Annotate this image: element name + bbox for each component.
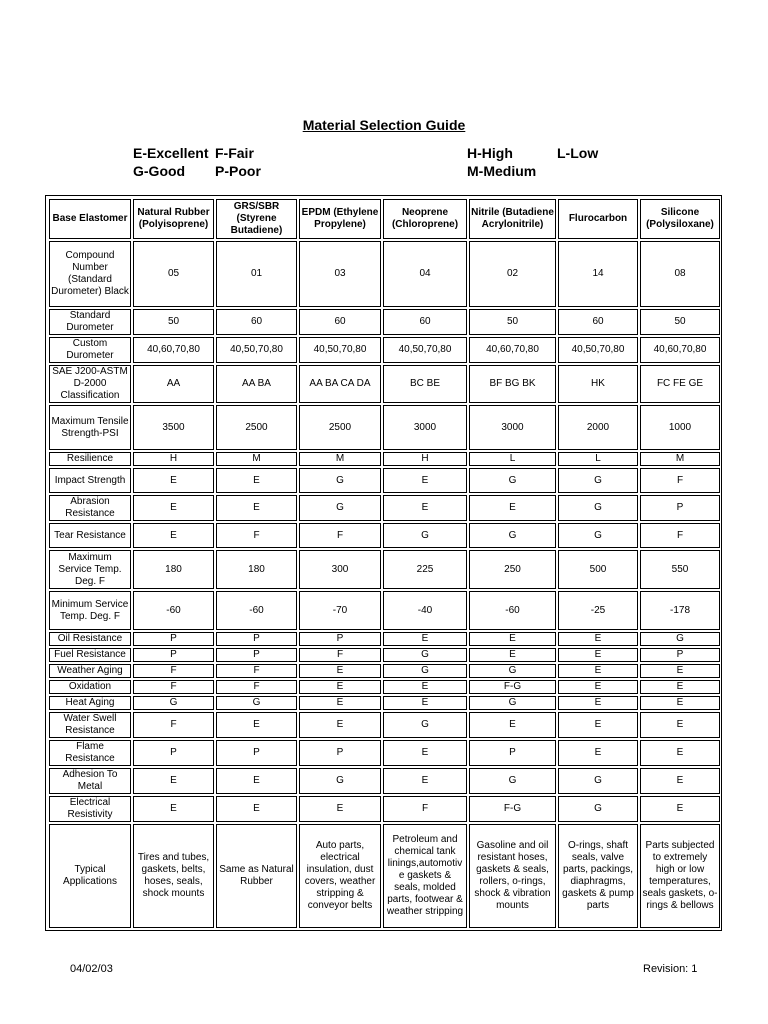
- table-cell: E: [133, 468, 214, 493]
- table-cell: 40,60,70,80: [469, 337, 556, 363]
- table-cell: Petroleum and chemical tank linings,automotive gaskets & seals, molded parts, footwear & weather stripping: [383, 824, 467, 928]
- table-cell: HK: [558, 365, 638, 403]
- row-label: Weather Aging: [49, 664, 131, 678]
- legend-poor: P-Poor: [215, 163, 261, 179]
- table-cell: H: [383, 452, 467, 466]
- table-cell: 40,50,70,80: [216, 337, 297, 363]
- row-label: Maximum Tensile Strength-PSI: [49, 405, 131, 450]
- row-label: Typical Applications: [49, 824, 131, 928]
- table-cell: P: [216, 632, 297, 646]
- table-cell: P: [133, 632, 214, 646]
- table-cell: L: [469, 452, 556, 466]
- table-cell: E: [299, 696, 381, 710]
- table-cell: E: [640, 664, 720, 678]
- table-cell: H: [133, 452, 214, 466]
- table-cell: 180: [133, 550, 214, 589]
- table-cell: E: [383, 468, 467, 493]
- table-cell: E: [383, 680, 467, 694]
- table-cell: 14: [558, 241, 638, 307]
- table-cell: 03: [299, 241, 381, 307]
- table-cell: BC BE: [383, 365, 467, 403]
- table-cell: 02: [469, 241, 556, 307]
- table-cell: G: [558, 495, 638, 521]
- table-row: [49, 680, 720, 694]
- table-cell: 2000: [558, 405, 638, 450]
- table-row: [49, 241, 720, 307]
- table-cell: 08: [640, 241, 720, 307]
- footer-revision: Revision: 1: [643, 963, 698, 975]
- table-cell: F: [383, 796, 467, 822]
- table-cell: P: [216, 648, 297, 662]
- table-cell: G: [558, 768, 638, 794]
- table-cell: E: [216, 712, 297, 738]
- table-cell: E: [133, 495, 214, 521]
- table-row: [49, 696, 720, 710]
- table-cell: O-rings, shaft seals, valve parts, packings, diaphragms, gaskets & pump parts: [558, 824, 638, 928]
- table-cell: P: [299, 740, 381, 766]
- table-cell: E: [383, 495, 467, 521]
- table-cell: -40: [383, 591, 467, 630]
- table-cell: F: [640, 523, 720, 548]
- table-cell: E: [558, 664, 638, 678]
- table-cell: G: [469, 523, 556, 548]
- table-cell: -60: [216, 591, 297, 630]
- column-header-material: Nitrile (Butadiene Acrylonitrile): [469, 199, 556, 239]
- table-row: [49, 523, 720, 548]
- table-cell: G: [469, 768, 556, 794]
- table-cell: Same as Natural Rubber: [216, 824, 297, 928]
- page-title: Material Selection Guide: [302, 117, 466, 133]
- legend-good: G-Good: [133, 163, 186, 179]
- table-cell: 225: [383, 550, 467, 589]
- column-header-material: Natural Rubber (Polyisoprene): [133, 199, 214, 239]
- row-label: SAE J200-ASTM D-2000 Classification: [49, 365, 131, 403]
- table-cell: -178: [640, 591, 720, 630]
- column-header-material: EPDM (Ethylene Propylene): [299, 199, 381, 239]
- table-cell: G: [558, 468, 638, 493]
- table-cell: E: [133, 523, 214, 548]
- table-cell: 50: [640, 309, 720, 335]
- table-row: [49, 452, 720, 466]
- table-cell: E: [640, 696, 720, 710]
- table-cell: E: [558, 648, 638, 662]
- row-label: Flame Resistance: [49, 740, 131, 766]
- table-cell: E: [469, 712, 556, 738]
- table-cell: F: [133, 712, 214, 738]
- table-cell: -60: [133, 591, 214, 630]
- table-cell: G: [558, 523, 638, 548]
- table-cell: G: [299, 495, 381, 521]
- table-cell: E: [558, 632, 638, 646]
- table-cell: E: [216, 796, 297, 822]
- table-cell: P: [469, 740, 556, 766]
- table-row: [49, 712, 720, 738]
- row-label: Resilience: [49, 452, 131, 466]
- table-cell: G: [299, 468, 381, 493]
- row-label: Custom Durometer: [49, 337, 131, 363]
- table-row: [49, 796, 720, 822]
- table-cell: E: [558, 712, 638, 738]
- table-cell: 3000: [469, 405, 556, 450]
- row-label: Minimum Service Temp. Deg. F: [49, 591, 131, 630]
- table-cell: M: [216, 452, 297, 466]
- table-cell: AA BA: [216, 365, 297, 403]
- table-cell: -70: [299, 591, 381, 630]
- table-cell: F: [216, 664, 297, 678]
- row-label: Impact Strength: [49, 468, 131, 493]
- table-cell: 3500: [133, 405, 214, 450]
- table-cell: AA: [133, 365, 214, 403]
- table-cell: E: [640, 740, 720, 766]
- table-cell: E: [640, 796, 720, 822]
- table-cell: P: [133, 740, 214, 766]
- table-cell: 04: [383, 241, 467, 307]
- table-cell: F: [216, 523, 297, 548]
- table-cell: 40,50,70,80: [558, 337, 638, 363]
- table-cell: E: [640, 712, 720, 738]
- table-cell: F: [216, 680, 297, 694]
- legend-low: L-Low: [557, 145, 599, 161]
- table-cell: Parts subjected to extremely high or low temperatures, seals gaskets, o-rings & bellows: [640, 824, 720, 928]
- table-cell: E: [299, 712, 381, 738]
- legend-high: H-High: [467, 145, 513, 161]
- table-cell: G: [383, 648, 467, 662]
- table-cell: E: [469, 495, 556, 521]
- table-cell: E: [558, 740, 638, 766]
- column-header-material: GRS/SBR (Styrene Butadiene): [216, 199, 297, 239]
- table-cell: F: [299, 523, 381, 548]
- row-label: Adhesion To Metal: [49, 768, 131, 794]
- table-cell: P: [299, 632, 381, 646]
- table-cell: E: [469, 648, 556, 662]
- table-cell: E: [383, 632, 467, 646]
- table-cell: F: [640, 468, 720, 493]
- table-cell: F-G: [469, 796, 556, 822]
- table-cell: Tires and tubes, gaskets, belts, hoses, seals, shock mounts: [133, 824, 214, 928]
- table-cell: G: [299, 768, 381, 794]
- table-row: [49, 405, 720, 450]
- table-cell: FC FE GE: [640, 365, 720, 403]
- table-row: [49, 740, 720, 766]
- table-cell: 3000: [383, 405, 467, 450]
- table-cell: P: [216, 740, 297, 766]
- table-cell: E: [133, 768, 214, 794]
- table-cell: E: [383, 696, 467, 710]
- table-cell: 50: [469, 309, 556, 335]
- table-cell: G: [133, 696, 214, 710]
- table-row: [49, 591, 720, 630]
- table-cell: 40,60,70,80: [133, 337, 214, 363]
- table-cell: AA BA CA DA: [299, 365, 381, 403]
- table-cell: Auto parts, electrical insulation, dust covers, weather stripping & conveyor belts: [299, 824, 381, 928]
- table-cell: F: [133, 680, 214, 694]
- table-cell: E: [216, 768, 297, 794]
- table-cell: E: [216, 468, 297, 493]
- table-row: [49, 664, 720, 678]
- table-cell: G: [469, 664, 556, 678]
- table-header-row: [49, 199, 720, 239]
- table-cell: 60: [383, 309, 467, 335]
- column-header-material: Neoprene (Chloroprene): [383, 199, 467, 239]
- table-cell: 2500: [299, 405, 381, 450]
- legend-fair: F-Fair: [215, 145, 254, 161]
- table-row: [49, 365, 720, 403]
- table-cell: -60: [469, 591, 556, 630]
- material-table-frame: [45, 195, 722, 931]
- table-cell: 60: [558, 309, 638, 335]
- table-cell: G: [383, 712, 467, 738]
- table-row: [49, 309, 720, 335]
- table-cell: E: [216, 495, 297, 521]
- table-cell: G: [640, 632, 720, 646]
- table-row: [49, 648, 720, 662]
- table-cell: 50: [133, 309, 214, 335]
- table-cell: G: [558, 796, 638, 822]
- table-cell: 1000: [640, 405, 720, 450]
- row-label: Water Swell Resistance: [49, 712, 131, 738]
- table-row: [49, 632, 720, 646]
- table-cell: BF BG BK: [469, 365, 556, 403]
- table-cell: G: [216, 696, 297, 710]
- table-cell: E: [299, 796, 381, 822]
- table-cell: E: [469, 632, 556, 646]
- table-cell: P: [640, 495, 720, 521]
- table-cell: 60: [299, 309, 381, 335]
- table-cell: 40,50,70,80: [383, 337, 467, 363]
- table-row: [49, 337, 720, 363]
- table-cell: 40,50,70,80: [299, 337, 381, 363]
- row-label: Oxidation: [49, 680, 131, 694]
- table-row: [49, 768, 720, 794]
- table-cell: M: [299, 452, 381, 466]
- row-label: Electrical Resistivity: [49, 796, 131, 822]
- column-header-property: Base Elastomer: [49, 199, 131, 239]
- legend-medium: M-Medium: [467, 163, 537, 179]
- column-header-material: Flurocarbon: [558, 199, 638, 239]
- table-cell: 2500: [216, 405, 297, 450]
- row-label: Heat Aging: [49, 696, 131, 710]
- table-row: [49, 495, 720, 521]
- table-cell: 60: [216, 309, 297, 335]
- material-table: [47, 197, 722, 930]
- table-row: [49, 824, 720, 928]
- table-cell: E: [299, 664, 381, 678]
- table-cell: G: [383, 523, 467, 548]
- table-cell: P: [640, 648, 720, 662]
- row-label: Compound Number (Standard Durometer) Black: [49, 241, 131, 307]
- table-cell: G: [469, 468, 556, 493]
- table-cell: E: [383, 740, 467, 766]
- column-header-material: Silicone (Polysiloxane): [640, 199, 720, 239]
- table-cell: 250: [469, 550, 556, 589]
- table-cell: Gasoline and oil resistant hoses, gaskets & seals, rollers, o-rings, shock & vibration mounts: [469, 824, 556, 928]
- table-cell: G: [383, 664, 467, 678]
- row-label: Standard Durometer: [49, 309, 131, 335]
- table-cell: F-G: [469, 680, 556, 694]
- table-cell: 40,60,70,80: [640, 337, 720, 363]
- table-cell: F: [299, 648, 381, 662]
- table-cell: 05: [133, 241, 214, 307]
- table-cell: 300: [299, 550, 381, 589]
- row-label: Abrasion Resistance: [49, 495, 131, 521]
- table-cell: E: [558, 680, 638, 694]
- table-cell: -25: [558, 591, 638, 630]
- table-cell: M: [640, 452, 720, 466]
- table-cell: E: [133, 796, 214, 822]
- table-cell: 180: [216, 550, 297, 589]
- table-cell: F: [133, 664, 214, 678]
- table-cell: E: [299, 680, 381, 694]
- row-label: Tear Resistance: [49, 523, 131, 548]
- table-cell: 500: [558, 550, 638, 589]
- table-cell: 01: [216, 241, 297, 307]
- table-row: [49, 468, 720, 493]
- footer-date: 04/02/03: [70, 963, 113, 975]
- legend-excellent: E-Excellent: [133, 145, 209, 161]
- table-cell: 550: [640, 550, 720, 589]
- table-cell: E: [640, 768, 720, 794]
- table-cell: E: [383, 768, 467, 794]
- table-cell: E: [558, 696, 638, 710]
- row-label: Oil Resistance: [49, 632, 131, 646]
- row-label: Fuel Resistance: [49, 648, 131, 662]
- table-cell: G: [469, 696, 556, 710]
- table-cell: E: [640, 680, 720, 694]
- table-cell: P: [133, 648, 214, 662]
- table-row: [49, 550, 720, 589]
- row-label: Maximum Service Temp. Deg. F: [49, 550, 131, 589]
- table-cell: L: [558, 452, 638, 466]
